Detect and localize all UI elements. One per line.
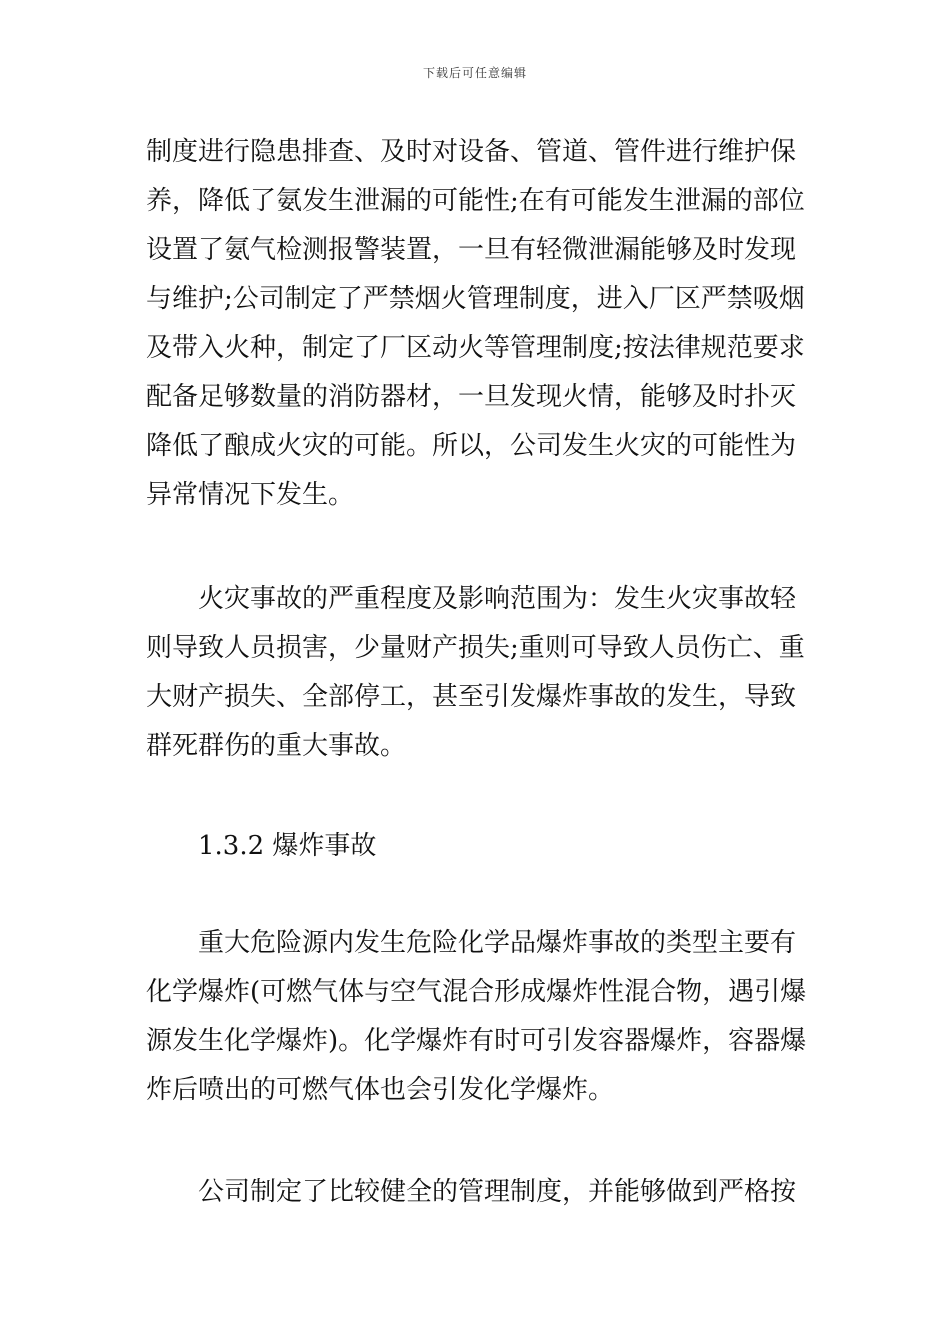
text-line: 养，降低了氨发生泄漏的可能性;在有可能发生泄漏的部位 (146, 186, 805, 216)
section-heading-text: 1.3.2 爆炸事故 (146, 831, 377, 861)
text-line: 制度进行隐患排查、及时对设备、管道、管件进行维护保 (146, 137, 797, 167)
text-line: 重大危险源内发生危险化学品爆炸事故的类型主要有 (146, 928, 797, 958)
text-line: 配备足够数量的消防器材，一旦发现火情，能够及时扑灭 (146, 382, 797, 412)
page-header: 下载后可任意编辑 (422, 66, 527, 80)
text-line: 降低了酿成火灾的可能。所以，公司发生火灾的可能性为 (146, 431, 797, 461)
text-line: 设置了氨气检测报警装置，一旦有轻微泄漏能够及时发现 (146, 235, 797, 265)
text-line: 及带入火种，制定了厂区动火等管理制度;按法律规范要求 (146, 333, 805, 363)
paragraph-explosion-types (146, 919, 808, 1115)
section-heading (146, 822, 808, 871)
text-line: 群死群伤的重大事故。 (146, 731, 407, 761)
text-line: 公司制定了比较健全的管理制度，并能够做到严格按 (146, 1177, 797, 1207)
text-line: 与维护;公司制定了严禁烟火管理制度，进入厂区严禁吸烟 (146, 284, 805, 314)
text-line: 化学爆炸(可燃气体与空气混合形成爆炸性混合物，遇引爆 (146, 977, 807, 1007)
paragraph-fire-prevention (146, 128, 808, 520)
paragraph-management (146, 1168, 808, 1217)
paragraph-fire-severity (146, 575, 808, 771)
text-line: 则导致人员损害，少量财产损失;重则可导致人员伤亡、重 (146, 633, 805, 663)
text-line: 火灾事故的严重程度及影响范围为：发生火灾事故轻 (146, 584, 797, 614)
text-line: 异常情况下发生。 (146, 480, 355, 510)
text-line: 源发生化学爆炸)。化学爆炸有时可引发容器爆炸，容器爆 (146, 1026, 807, 1056)
text-line: 炸后喷出的可燃气体也会引发化学爆炸。 (146, 1075, 615, 1105)
text-line: 大财产损失、全部停工，甚至引发爆炸事故的发生，导致 (146, 682, 797, 712)
